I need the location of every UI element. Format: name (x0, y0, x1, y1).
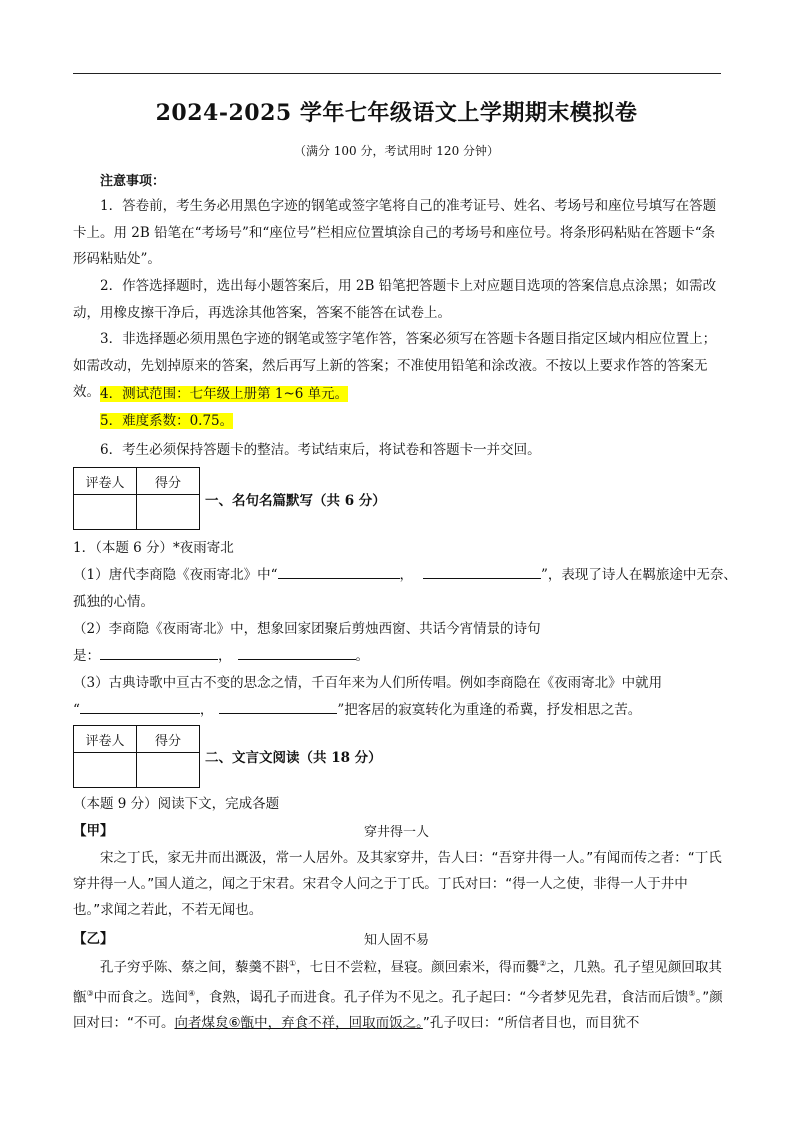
note-marker-2: ② (539, 959, 547, 968)
yi-p6: 。”颜回对曰：“不可。 (73, 989, 723, 1031)
q3-blank-2[interactable] (219, 699, 337, 714)
q1-sep: ， (399, 567, 413, 583)
passage-jia-text: 宋之丁氏，家无井而出溉汲，常一人居外。及其家穿井，告人曰：“吾穿井得一人。”有闻而传之者：“丁氏穿井得一人。”国人道之，闻之于宋君。宋君令人问之于丁氏。丁氏对曰：“得一人之使，非得一人于井中也。”求闻之若此，不若无闻也。 (73, 850, 722, 918)
q3-text-a: （3）古典诗歌中亘古不变的思念之情，千百年来为人们所传唱。例如李商隐在《夜雨寄北》中就用 (73, 675, 663, 691)
top-rule (73, 73, 721, 74)
score-table-1 (73, 467, 200, 530)
q2-blank-1[interactable] (100, 645, 218, 660)
passage-yi-title: 知人固不易 (363, 933, 429, 948)
q1-blank-2[interactable] (423, 564, 541, 579)
yi-p2: ，七日不尝粒，昼寝。颜回索米，得而爨 (296, 959, 540, 976)
q2-text-a: （2）李商隐《夜雨寄北》中，想象回家团聚后剪烛西窗、共话今宵情景的诗句 (73, 621, 541, 637)
note-2: 2．作答选择题时，选出每小题答案后，用 2B 铅笔把答题卡上对应题目选项的答案信息点涂黑；如需改动，用橡皮擦干净后，再选涂其他答案，答案不能答在试卷上。 (73, 278, 717, 321)
exam-subtitle: （满分 100 分，考试用时 120 分钟） (293, 144, 500, 158)
question-1-head: 1．（本题 6 分）*夜雨寄北 (73, 540, 234, 556)
notes-heading: 注意事项： (100, 174, 166, 189)
note-marker-4: ④ (188, 988, 196, 998)
section-2-intro: （本题 9 分）阅读下文，完成各题 (73, 796, 280, 812)
q2-line (73, 644, 369, 664)
q2-blank-2[interactable] (238, 645, 356, 660)
q3-blank-1[interactable] (80, 699, 200, 714)
q1-text-c: 孤独的心情。 (73, 594, 154, 610)
yi-underlined-sentence: 向者煤炱⑥甑中，弃食不祥，回取而饭之。 (174, 1015, 423, 1031)
yi-p4: 中而食之。选间 (93, 989, 189, 1005)
grader-cell[interactable] (74, 753, 137, 788)
note-5: 5．难度系数：0.75。 (100, 413, 234, 429)
note-marker-3: ③ (86, 988, 94, 998)
yi-p3: 之，几熟。孔子望见颜回取其甑 (73, 959, 722, 1005)
yi-p1: 孔子穷乎陈、蔡之间，藜羹不斟 (100, 959, 289, 976)
score-cell[interactable] (137, 753, 200, 788)
grader-cell[interactable] (74, 495, 137, 530)
grader-label: 评卷人 (74, 726, 137, 753)
passage-jia-title: 穿井得一人 (363, 825, 429, 840)
q1-text-b: ”，表现了诗人在羁旅途中无奈、 (541, 567, 737, 583)
q3-line (73, 698, 641, 718)
q2-sep: ， (218, 648, 232, 664)
q1-line (73, 563, 737, 583)
q2-text-b: 是： (73, 648, 100, 664)
note-1: 1．答卷前，考生务必用黑色字迹的钢笔或签字笔将自己的准考证号、姓名、考场号和座位号填写在答题卡上。用 2B 铅笔在“考场号”和“座位号”栏相应位置填涂自己的考场号和座位号。将条形码粘贴在答题卡“条形码粘贴处”。 (73, 198, 717, 267)
score-cell[interactable] (137, 495, 200, 530)
note-3: 3．非选择题必须用黑色字迹的钢笔或签字笔作答，答案必须写在答题卡各题目指定区域内相应位置上；如需改动，先划掉原来的答案，然后再写上新的答案；不准使用铅笔和涂改液。不按以上要求作答的答案无效。 (73, 331, 717, 400)
grader-label: 评卷人 (74, 468, 137, 495)
passage-yi-label: 【乙】 (73, 931, 114, 947)
q3-open: “ (73, 702, 80, 718)
score-label: 得分 (137, 726, 200, 753)
section-2-title: 二、文言文阅读（共 18 分） (205, 750, 382, 766)
note-5-wrap (100, 408, 233, 435)
note-6: 6．考生必须保持答题卡的整洁。考试结束后，将试卷和答题卡一并交回。 (100, 442, 541, 458)
passage-jia-label: 【甲】 (73, 823, 114, 839)
note-marker-5: ⑤ (688, 988, 696, 998)
score-label: 得分 (137, 468, 200, 495)
q2-end: 。 (355, 648, 369, 664)
exam-title: 2024-2025 学年七年级语文上学期期末模拟卷 (155, 100, 638, 126)
section-1-title: 一、名句名篇默写（共 6 分） (205, 493, 386, 509)
note-marker-1: ① (289, 959, 297, 968)
passage-yi-text (73, 951, 723, 1036)
q1-blank-1[interactable] (278, 564, 400, 579)
q3-sep: ， (199, 702, 214, 718)
note-4: 4．测试范围：七年级上册第 1~6 单元。 (100, 386, 349, 402)
yi-p7: ”孔子叹曰：“所信者目也，而目犹不 (422, 1015, 640, 1031)
score-table-2 (73, 725, 200, 788)
q1-text-a: （1）唐代李商隐《夜雨寄北》中“ (73, 567, 278, 583)
yi-p5: ，食熟，谒孔子而进食。孔子佯为不见之。孔子起曰：“今者梦见先君，食洁而后馈 (195, 989, 689, 1005)
q3-text-b: ”把客居的寂寞转化为重逢的希冀，抒发相思之苦。 (337, 702, 642, 718)
note-4-wrap (100, 381, 348, 408)
